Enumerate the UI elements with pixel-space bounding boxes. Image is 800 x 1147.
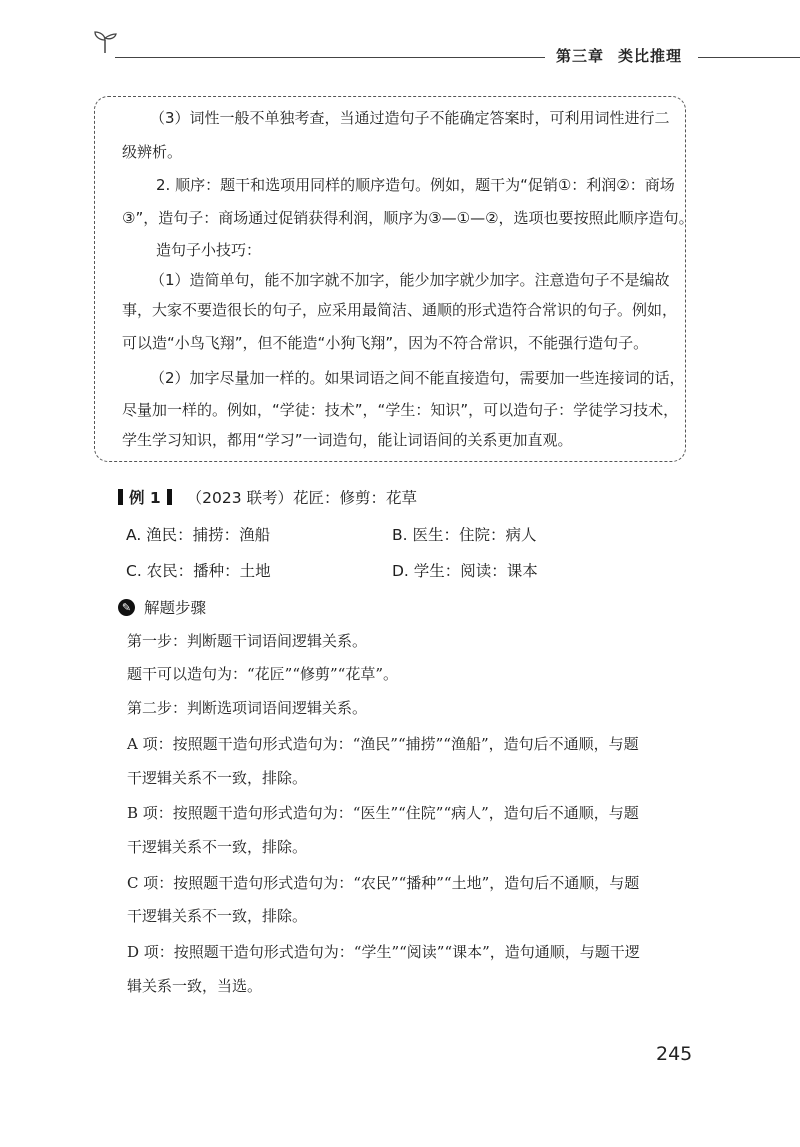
solution-heading xyxy=(118,596,206,618)
tip-line: （3）词性一般不单独考查，当通过造句子不能确定答案时，可利用词性进行二 xyxy=(150,109,670,127)
solution-line: 干逻辑关系不一致，排除。 xyxy=(127,907,308,925)
chapter-number: 第三章 xyxy=(556,47,605,65)
page-number: 245 xyxy=(656,1043,693,1065)
header-rule-left xyxy=(115,57,545,58)
tip-line: 级辨析。 xyxy=(122,143,183,161)
example-heading xyxy=(118,486,417,508)
solution-line: 干逻辑关系不一致，排除。 xyxy=(127,769,308,787)
tip-line: 学生学习知识，都用“学习”一词造句，能让词语间的关系更加直观。 xyxy=(122,431,573,449)
solution-title: 解题步骤 xyxy=(144,599,207,617)
pencil-icon: ✎ xyxy=(118,599,135,616)
example-mark-left xyxy=(118,489,123,505)
option-c: C. 农民：播种：土地 xyxy=(126,562,271,580)
tip-line: （2）加字尽量加一样的。如果词语之间不能直接造句，需要加一些连接词的话， xyxy=(150,369,685,387)
tip-line: 尽量加一样的。例如，“学徒：技术”，“学生：知识”，可以造句子：学徒学习技术， xyxy=(122,401,679,419)
tip-line: 2. 顺序：题干和选项用同样的顺序造句。例如，题干为“促销①：利润②：商场 xyxy=(156,176,675,194)
option-b: B. 医生：住院：病人 xyxy=(392,526,537,544)
section-name: 类比推理 xyxy=(618,47,683,65)
solution-line: A 项：按照题干造句形式造句为：“渔民”“捕捞”“渔船”，造句后不通顺，与题 xyxy=(127,735,639,753)
tip-line: 造句子小技巧： xyxy=(156,241,262,259)
solution-line: C 项：按照题干造句形式造句为：“农民”“播种”“土地”，造句后不通顺，与题 xyxy=(127,874,640,892)
option-a: A. 渔民：捕捞：渔船 xyxy=(126,526,271,544)
tip-line: ③”，造句子：商场通过促销获得利润，顺序为③—①—②，选项也要按照此顺序造句。 xyxy=(122,209,694,227)
solution-line: D 项：按照题干造句形式造句为：“学生”“阅读”“课本”，造句通顺，与题干逻 xyxy=(127,943,640,961)
option-d: D. 学生：阅读：课本 xyxy=(392,562,538,580)
tip-line: 可以造“小鸟飞翔”，但不能造“小狗飞翔”，因为不符合常识，不能强行造句子。 xyxy=(122,334,649,352)
solution-line: 辑关系一致，当选。 xyxy=(127,977,263,995)
solution-line: B 项：按照题干造句形式造句为：“医生”“住院”“病人”，造句后不通顺，与题 xyxy=(127,804,639,822)
example-question: （2023 联考）花匠：修剪：花草 xyxy=(186,489,417,507)
tip-line: 事，大家不要造很长的句子，应采用最简洁、通顺的形式造符合常识的句子。例如， xyxy=(122,301,678,319)
solution-line: 第一步：判断题干词语间逻辑关系。 xyxy=(127,632,368,650)
chapter-title xyxy=(556,45,682,66)
solution-line: 题干可以造句为：“花匠”“修剪”“花草”。 xyxy=(127,665,399,683)
example-mark-right xyxy=(167,489,172,505)
example-label: 例 1 xyxy=(129,489,161,507)
solution-line: 干逻辑关系不一致，排除。 xyxy=(127,838,308,856)
sprout-icon xyxy=(92,28,118,54)
page-header xyxy=(0,0,800,80)
header-rule-right xyxy=(698,57,800,58)
tip-line: （1）造简单句，能不加字就不加字，能少加字就少加字。注意造句子不是编故 xyxy=(150,271,670,289)
solution-line: 第二步：判断选项词语间逻辑关系。 xyxy=(127,699,368,717)
